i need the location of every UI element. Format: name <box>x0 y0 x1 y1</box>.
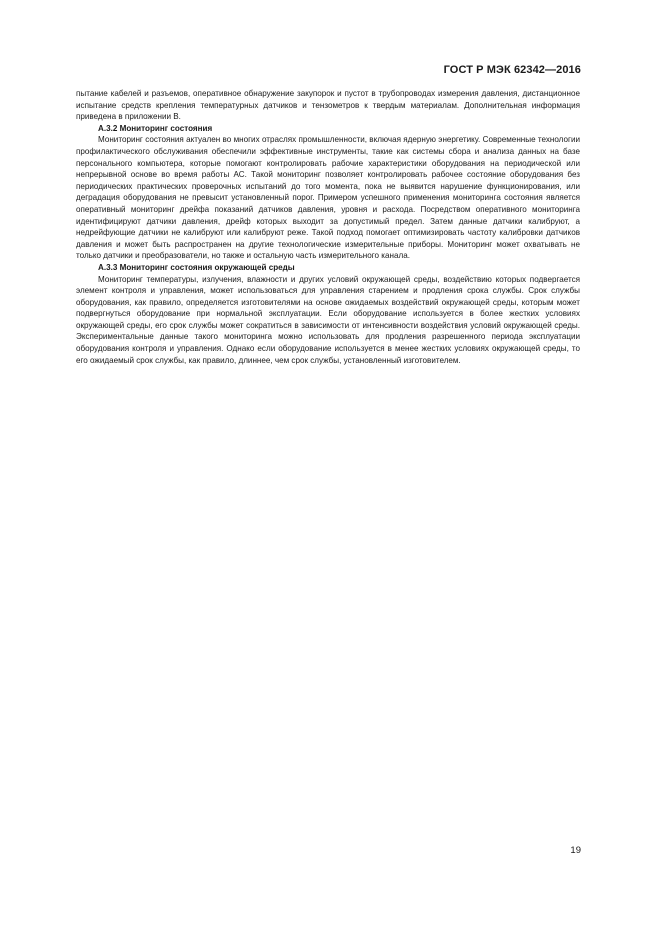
page-number: 19 <box>570 845 581 856</box>
section-a32-paragraph: Мониторинг состояния актуален во многих отраслях промышленности, включая ядерную энергетику. Современные технологии профилактического обслуживания обеспечили эффективные инструменты, такие как системы сбора и анализа данных на базе персонального компьютера, которые помогают контролировать рабочие характеристики оборудования на периодической или непрерывной основе во время работы АС. Такой мониторинг позволяет контролировать рабочее состояние оборудования без периодических практических проверочных испытаний до того момента, пока не выявится нарушение функционирования, или деградация оборудования не превысит установленный порог. Примером успешного применения мониторинга состояния является оперативный мониторинг дрейфа показаний датчиков давления, уровня и расхода. Посредством оперативного мониторинга идентифицируют датчики давления, дрейф которых выходит за допустимый предел. Затем данные датчики калибруют, а недрейфующие датчики не калибруют или калибруют реже. Такой подход помогает оптимизировать частоту калибровки датчиков давления и может быть распространен на другие технологические измерительные приборы. Мониторинг может охватывать не только датчики и преобразователи, но также и остальную часть измерительного канала. <box>76 135 580 261</box>
section-a32-heading: А.3.2 Мониторинг состояния <box>98 123 213 133</box>
section-a33-paragraph: Мониторинг температуры, излучения, влажности и других условий окружающей среды, воздействию которых подвергается элемент контроля и управления, может использоваться для управления старением и продления срока службы. Срок службы оборудования, как правило, определяется изготовителями на основе ожидаемых воздействий окружающей среды, которым может подвергнуться оборудование при нормальной эксплуатации. Если оборудование используется в более жестких условиях окружающей среды, его срок службы может сократиться в зависимости от интенсивности воздействия условий окружающей среды. Экспериментальные данные такого мониторинга можно использовать для продления разрешенного периода эксплуатации оборудования контроля и управления. Однако если оборудование используется в менее жестких условиях окружающей среды, то его ожидаемый срок службы, как правило, длиннее, чем срок службы, установленный изготовителем. <box>76 274 580 365</box>
section-a33-heading: А.3.3 Мониторинг состояния окружающей среды <box>98 262 295 272</box>
intro-paragraph: пытание кабелей и разъемов, оперативное обнаружение закупорок и пустот в трубопроводах измерения давления, дистанционное испытание средств крепления температурных датчиков и тензометров к твердым материалам. Дополнительная информация приведена в приложении В. <box>76 89 580 122</box>
page-body <box>76 88 580 366</box>
document-header: ГОСТ Р МЭК 62342—2016 <box>443 64 581 76</box>
